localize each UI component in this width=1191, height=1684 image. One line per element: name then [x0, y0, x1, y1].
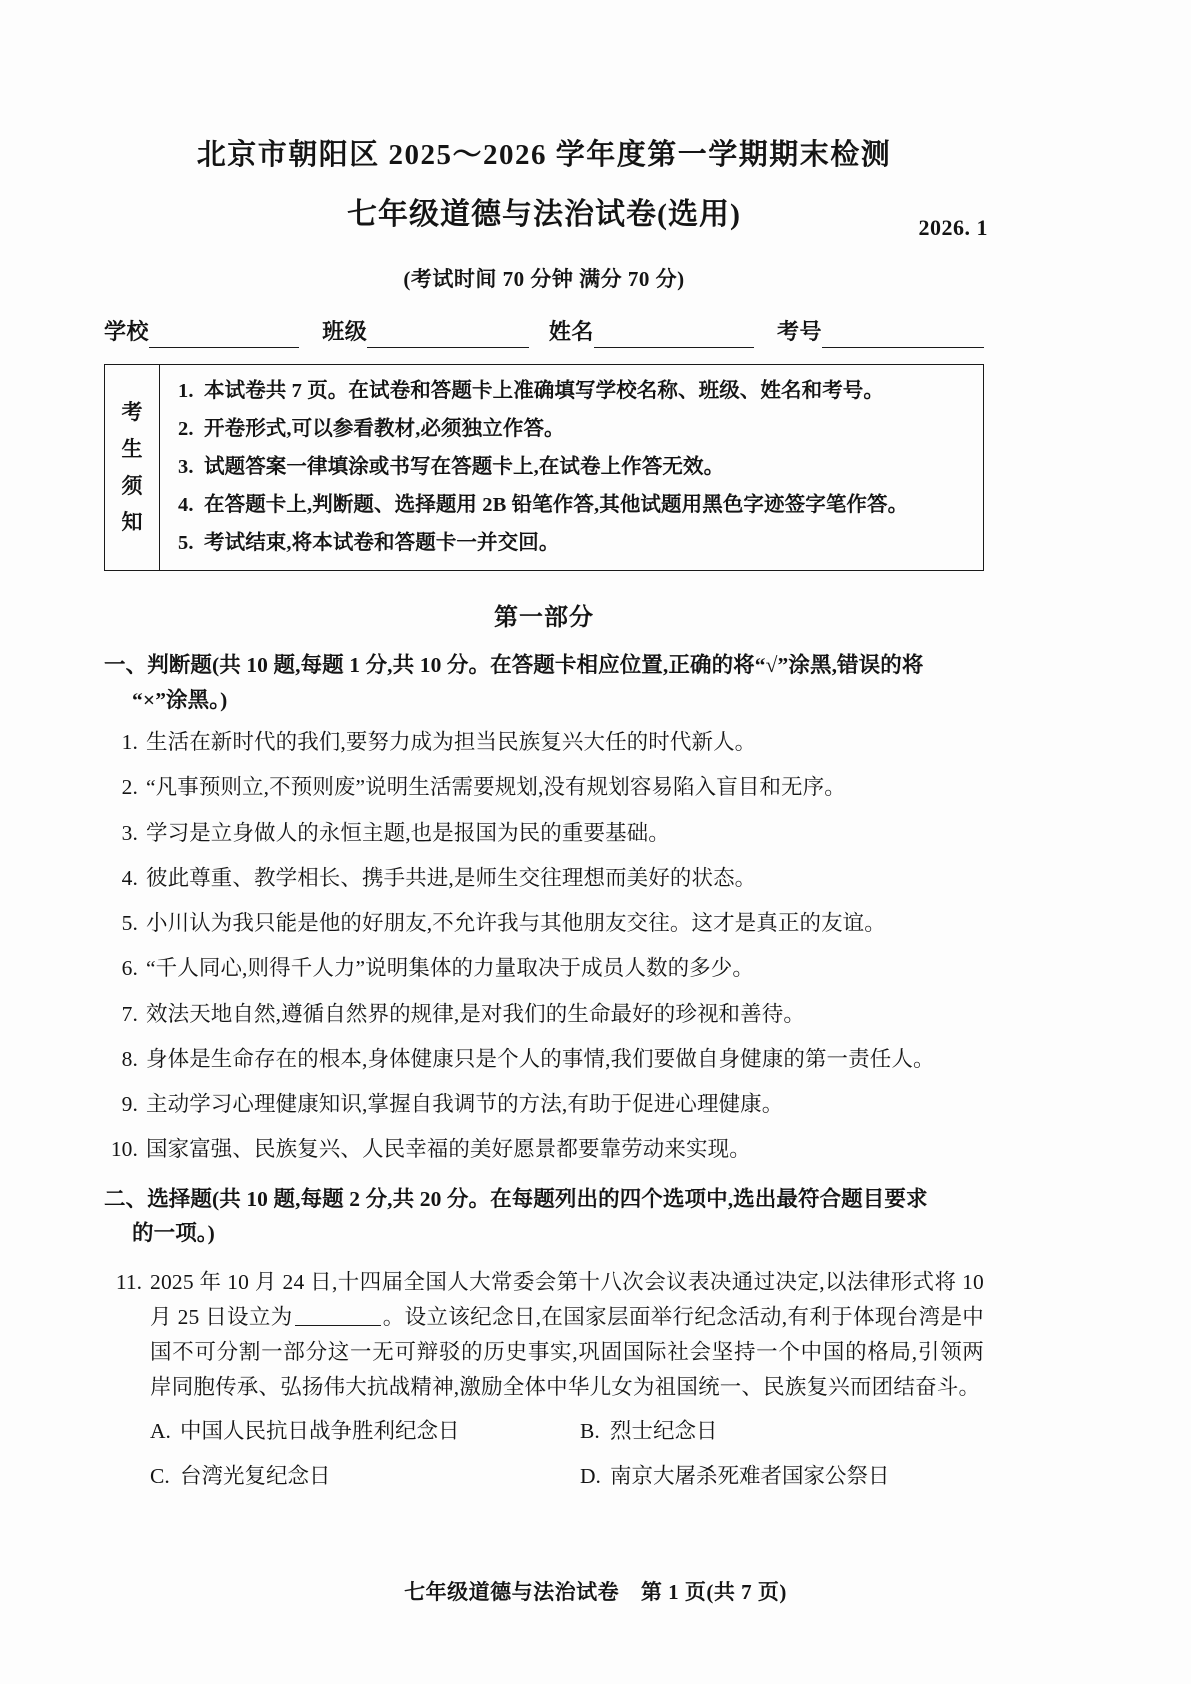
notice-item-text: 在答题卡上,判断题、选择题用 2B 铅笔作答,其他试题用黑色字迹签字笔作答。: [204, 494, 909, 517]
question-text: 主动学习心理健康知识,掌握自我调节的方法,有助于促进心理健康。: [146, 1092, 784, 1116]
paper-subtitle: 七年级道德与法治试卷(选用): [347, 197, 741, 231]
question-number: 11.: [115, 1270, 142, 1295]
school-input-rule[interactable]: [149, 325, 299, 348]
notice-tab-char: 知: [121, 510, 143, 535]
school-field[interactable]: [104, 315, 299, 348]
notice-item-number: 1.: [178, 379, 194, 402]
notice-item-text: 试题答案一律填涂或书写在答题卡上,在试卷上作答无效。: [204, 456, 725, 479]
school-label: 学校: [104, 318, 150, 344]
option-text: 烈士纪念日: [610, 1419, 718, 1444]
option-key: A.: [150, 1419, 171, 1444]
option-key: B.: [580, 1419, 600, 1444]
name-field[interactable]: [549, 315, 754, 348]
section-two-instruction-line2: 的一项。): [132, 1221, 215, 1246]
notice-item: [178, 453, 969, 482]
notice-tab-char: 生: [121, 436, 143, 461]
page-title: 北京市朝阳区 2025～2026 学年度第一学期期末检测: [196, 139, 892, 171]
exam-id-field[interactable]: [777, 315, 984, 348]
option-text: 中国人民抗日战争胜利纪念日: [180, 1419, 460, 1444]
question-stem-part2: 。设立该纪念日,在国家层面举行纪念活动,有利于体现台湾是中国不可分割一部分这一无可辩驳的历史事实,巩固国际社会坚持一个中国的格局,引领两岸同胞传承、弘扬伟大抗战精神,激励全体中华儿女为祖国统一、民族复兴而团结奋斗。: [150, 1305, 984, 1400]
option-c[interactable]: [150, 1460, 580, 1492]
question-number: 5.: [121, 911, 138, 935]
section-two-instruction-line1: 二、选择题(共 10 题,每题 2 分,共 20 分。在每题列出的四个选项中,选出最符合题目要求: [104, 1186, 928, 1211]
name-label: 姓名: [548, 318, 594, 344]
question-body: [150, 1265, 984, 1504]
question-number: 4.: [121, 865, 138, 890]
multiple-choice-question-11: [104, 1265, 984, 1504]
question-item: [104, 726, 984, 758]
option-row: [150, 1415, 984, 1447]
true-false-question-list: [104, 726, 984, 1166]
question-item: [104, 1088, 984, 1120]
exam-id-label: 考号: [777, 318, 823, 344]
exam-id-input-rule[interactable]: [822, 325, 984, 348]
question-number: 2.: [121, 775, 138, 800]
question-number: 1.: [121, 730, 138, 754]
footer-page-number: 第 1 页(共 7 页): [640, 1580, 787, 1604]
option-key: C.: [150, 1463, 170, 1488]
section-one-instruction: [104, 648, 984, 718]
question-text: 学习是立身做人的永恒主题,也是报国为民的重要基础。: [146, 820, 670, 845]
option-list: [150, 1415, 984, 1492]
notice-item-number: 4.: [178, 494, 194, 517]
exam-duration-score: (考试时间 70 分钟 满分 70 分): [403, 266, 685, 291]
question-text: 身体是生命存在的根本,身体健康只是个人的事情,我们要做自身健康的第一责任人。: [146, 1046, 935, 1071]
page-footer: [0, 1576, 1191, 1606]
paper-date: 2026. 1: [918, 214, 988, 240]
notice-tab-char: 考: [121, 400, 143, 425]
question-number: 6.: [121, 956, 138, 981]
subtitle-row: [104, 197, 988, 241]
question-text: 效法天地自然,遵循自然界的规律,是对我们的生命最好的珍视和善待。: [146, 1001, 805, 1026]
question-stem: [150, 1265, 984, 1405]
notice-item: [178, 415, 969, 444]
notice-tab-label: [105, 365, 160, 571]
question-number: 7.: [121, 1001, 138, 1026]
question-item: [104, 817, 984, 849]
class-field[interactable]: [322, 315, 529, 348]
answer-blank-rule[interactable]: [295, 1306, 381, 1326]
question-stem-part1: 2025 年 10 月 24 日,十四届全国人大常委会第十八次会议表决通过决定,以法律形式将 10 月 25 日设立为: [150, 1270, 984, 1330]
option-key: D.: [580, 1463, 601, 1488]
class-label: 班级: [322, 318, 368, 344]
notice-item: [178, 491, 969, 520]
option-d[interactable]: [580, 1460, 890, 1492]
question-item: [104, 907, 984, 939]
notice-item-text: 本试卷共 7 页。在试卷和答题卡上准确填写学校名称、班级、姓名和考号。: [204, 379, 884, 402]
question-item: [104, 771, 984, 803]
question-number: 8.: [121, 1046, 138, 1071]
question-number: 3.: [121, 820, 138, 845]
option-b[interactable]: [580, 1415, 718, 1447]
question-number: 10.: [110, 1137, 138, 1162]
option-text: 南京大屠杀死难者国家公祭日: [610, 1463, 890, 1488]
question-item: [104, 952, 984, 984]
section-one-instruction-line1: 一、判断题(共 10 题,每题 1 分,共 10 分。在答题卡相应位置,正确的将“√”涂黑,错误的将: [104, 653, 924, 678]
question-item: [104, 1133, 984, 1165]
name-input-rule[interactable]: [594, 325, 754, 348]
option-a[interactable]: [150, 1415, 580, 1447]
question-text: 生活在新时代的我们,要努力成为担当民族复兴大任的时代新人。: [146, 730, 757, 754]
section-one-instruction-line2: “×”涂黑。): [132, 688, 228, 713]
footer-subject: 七年级道德与法治试卷: [404, 1580, 620, 1604]
notice-tab-char: 须: [121, 473, 143, 498]
question-text: 国家富强、民族复兴、人民幸福的美好愿景都要靠劳动来实现。: [146, 1137, 751, 1162]
student-info-fields: [104, 315, 984, 348]
question-item: [104, 998, 984, 1030]
notice-item-number: 5.: [178, 532, 194, 555]
option-text: 台湾光复纪念日: [180, 1463, 331, 1488]
option-row: [150, 1460, 984, 1492]
question-item: [104, 1043, 984, 1075]
notice-item-number: 3.: [178, 456, 194, 479]
notice-items: [160, 365, 983, 571]
notice-item-text: 开卷形式,可以参看教材,必须独立作答。: [204, 417, 565, 440]
class-input-rule[interactable]: [367, 325, 529, 348]
question-text: 彼此尊重、教学相长、携手共进,是师生交往理想而美好的状态。: [146, 865, 757, 890]
question-text: 小川认为我只能是他的好朋友,不允许我与其他朋友交往。这才是真正的友谊。: [146, 911, 886, 935]
part-one-heading: 第一部分: [494, 605, 594, 632]
question-text: “凡事预则立,不预则废”说明生活需要规划,没有规划容易陷入盲目和无序。: [146, 775, 846, 800]
paper-content: [104, 0, 988, 1684]
candidate-notice-box: [104, 364, 984, 572]
question-item: [104, 862, 984, 894]
notice-item: [178, 529, 969, 558]
question-number: 9.: [121, 1092, 138, 1116]
section-two-instruction: [104, 1182, 984, 1252]
notice-item-number: 2.: [178, 417, 194, 440]
question-text: “千人同心,则得千人力”说明集体的力量取决于成员人数的多少。: [146, 956, 754, 981]
notice-item-text: 考试结束,将本试卷和答题卡一并交回。: [204, 532, 560, 555]
notice-item: [178, 377, 969, 406]
